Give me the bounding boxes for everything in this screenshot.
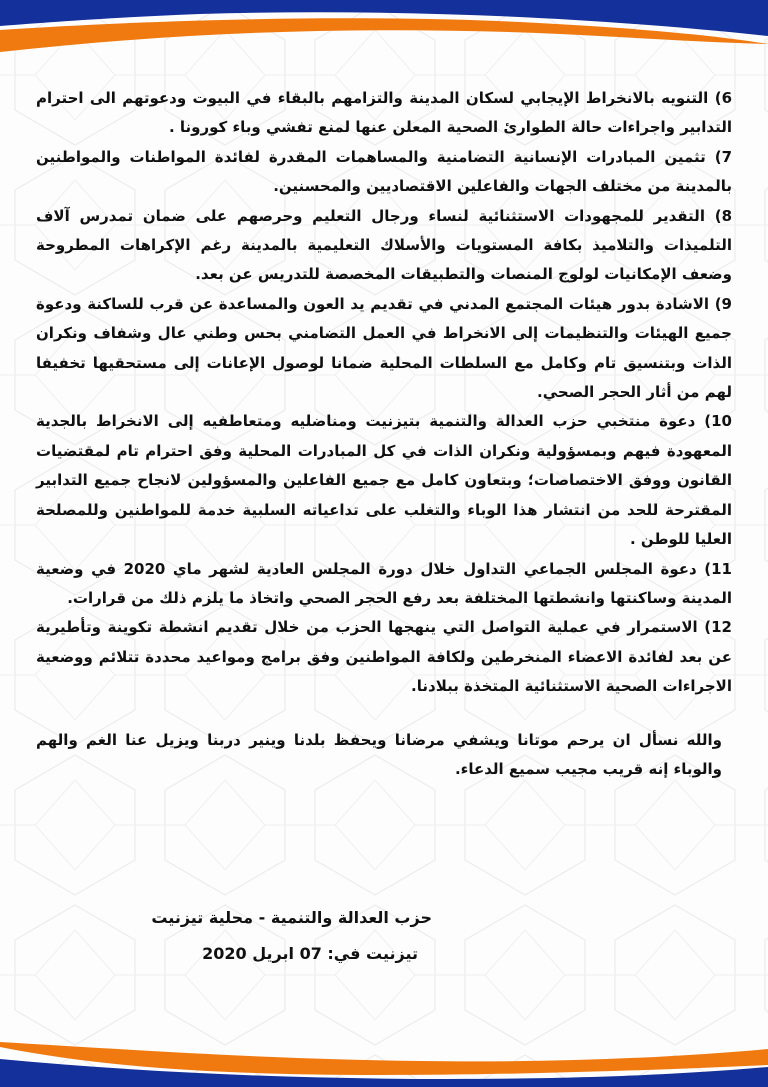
resolution-item-12 bbox=[36, 613, 732, 701]
closing-prayer: والله نسأل ان يرحم موتانا ويشفي مرضانا ويحفظ بلدنا وينير دربنا ويزيل عنا الغم والهم والوباء إنه قريب مجيب سميع الدعاء. bbox=[36, 730, 722, 778]
item-text: تثمين المبادرات الإنسانية التضامنية والمساهمات المقدرة لفائدة المواطنات والمواطنين بالمدينة من مختلف الجهات والفاعلين الاقتصاديين والمحسنين. bbox=[36, 147, 732, 196]
item-text: التنويه بالانخراط الإيجابي لسكان المدينة والتزامهم بالبقاء في البيوت ودعوتهم الى احترام التدابير واجراءات حالة الطوارئ الصحية المعلن عنها لمنع تفشي وباء كورونا . bbox=[36, 89, 732, 137]
resolution-item-9 bbox=[36, 290, 732, 408]
signature-block bbox=[151, 900, 432, 972]
item-number: 6) bbox=[714, 89, 732, 107]
footer-decorative-swoosh bbox=[0, 1027, 768, 1087]
item-text: التقدير للمجهودات الاستثنائية لنساء ورجال التعليم وحرصهم على ضمان تمدرس آلاف التلميذات والتلاميذ بكافة المستويات والأسلاك التعليمية بالمدينة رغم الإكراهات المطروحة وضعف الإمكانيات لولوج المنصات والتطبيقات المخصصة للتدريس عن بعد. bbox=[36, 206, 732, 284]
item-text: الاستمرار في عملية التواصل التي ينهجها الحزب من خلال تقديم انشطة تكوينة وتأطيرية عن بعد لفائدة الاعضاء المنخرطين ولكافة المواطنين وفق برامج ومواعيد محددة تتلائم ووضعية الاجراءات الصحية الاستثنائية المتخذة ببلادنا. bbox=[36, 618, 732, 696]
signature-date: تيزنيت في: 07 ابريل 2020 bbox=[202, 944, 418, 963]
item-text: الاشادة بدور هيئات المجتمع المدني في تقديم يد العون والمساعدة عن قرب للساكنة ودعوة جميع الهيئات والتنظيمات إلى الانخراط في العمل التضامني بحس وطني عال وشفاف ونكران الذات وبتنسيق تام وكامل مع السلطات المحلية ضمانا لوصول الإعانات إلى مستحقيها تخفيفا لهم من أثار الحجر الصحي. bbox=[36, 294, 732, 402]
item-number: 12) bbox=[704, 618, 732, 637]
item-text: دعوة المجلس الجماعي التداول خلال دورة المجلس العادية لشهر ماي 2020 في وضعية المدينة وساكنتها وانشطتها المختلفة بعد رفع الحجر الصحي واتخاذ ما يلزم ذلك من قرارات. bbox=[36, 559, 732, 607]
document-body bbox=[36, 84, 732, 784]
item-number: 9) bbox=[714, 294, 732, 313]
item-text: دعوة منتخبي حزب العدالة والتنمية بتيزنيت ومناضليه ومتعاطفيه إلى الانخراط بالجدية المعهودة فيهم وبمسؤولية ونكران الذات في كل المبادرات المحلية وفق احترام تام لمقتضيات القانون ووفق الاختصاصات؛ وبتعاون كامل مع جميع الفاعلين والمسؤولين لانجاح جميع التدابير المقترحة للحد من انتشار هذا الوباء والتغلب على تداعياته السلبية خدمة للمواطنين وللمصلحة العليا للوطن . bbox=[36, 412, 732, 549]
item-number: 11) bbox=[704, 559, 732, 578]
signature-organization: حزب العدالة والتنمية - محلية تيزنيت bbox=[151, 908, 432, 927]
header-decorative-swoosh bbox=[0, 0, 768, 60]
item-number: 8) bbox=[714, 206, 732, 225]
resolution-item-11 bbox=[36, 555, 732, 614]
resolution-item-7 bbox=[36, 143, 732, 202]
resolution-item-6 bbox=[36, 84, 732, 143]
resolution-item-8 bbox=[36, 202, 732, 290]
item-number: 7) bbox=[714, 147, 732, 166]
resolution-item-10 bbox=[36, 407, 732, 554]
item-number: 10) bbox=[704, 412, 732, 431]
